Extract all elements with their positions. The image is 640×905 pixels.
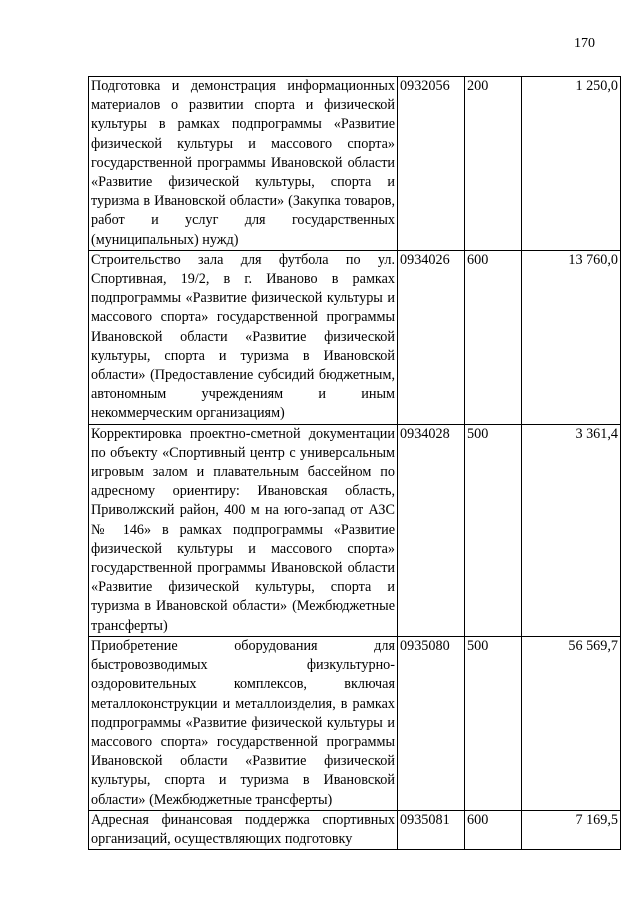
page-number: 170 <box>574 36 595 51</box>
target-code-cell: 0934028 <box>398 424 465 636</box>
description-cell <box>89 424 398 636</box>
table-row <box>89 810 621 849</box>
row-description: Адресная финансовая поддержка спортивных организаций, осуществляющих подготовку <box>91 811 395 847</box>
target-code-cell: 0934026 <box>398 250 465 424</box>
amount-cell: 3 361,4 <box>522 424 621 636</box>
table-row <box>89 250 621 424</box>
expense-type-cell: 600 <box>465 810 522 849</box>
table-row <box>89 77 621 251</box>
description-cell <box>89 250 398 424</box>
target-code-cell: 0935081 <box>398 810 465 849</box>
expense-type-cell: 500 <box>465 636 522 810</box>
expense-type-cell: 200 <box>465 77 522 251</box>
description-cell <box>89 77 398 251</box>
budget-table <box>88 76 621 850</box>
expense-type-cell: 600 <box>465 250 522 424</box>
row-description: Корректировка проектно-сметной документации по объекту «Спортивный центр с универсальным игровым залом и плавательным бассейном по адресному ориентиру: Ивановская область, Приволжский район, 400 м на юго-запад от АЗС № 146» в рамках подпрограммы «Развитие физической культуры и массового спорта» государственной программы Ивановской области «Развитие физической культуры, спорта и туризма в Ивановской области» (Межбюджетные трансферты) <box>91 425 395 634</box>
expense-type-cell: 500 <box>465 424 522 636</box>
amount-cell: 7 169,5 <box>522 810 621 849</box>
amount-cell: 56 569,7 <box>522 636 621 810</box>
row-description: Строительство зала для футбола по ул. Спортивная, 19/2, в г. Иваново в рамках подпрограммы «Развитие физической культуры и массового спорта» государственной программы Ивановской области «Развитие физической культуры, спорта и туризма в Ивановской области» (Предоставление субсидий бюджетным, автономным учреждениям и иным некоммерческим организациям) <box>91 251 395 422</box>
description-cell <box>89 636 398 810</box>
amount-cell: 1 250,0 <box>522 77 621 251</box>
row-description: Приобретение оборудования для быстровозводимых физкультурно-оздоровительных комплексов, включая металлоконструкции и металлоизделия, в рамках подпрограммы «Развитие физической культуры и массового спорта» государственной программы Ивановской области «Развитие физической культуры, спорта и туризма в Ивановской области» (Межбюджетные трансферты) <box>91 637 395 808</box>
table-row <box>89 636 621 810</box>
target-code-cell: 0935080 <box>398 636 465 810</box>
table-row <box>89 424 621 636</box>
amount-cell: 13 760,0 <box>522 250 621 424</box>
description-cell <box>89 810 398 849</box>
row-description: Подготовка и демонстрация информационных материалов о развитии спорта и физической культуры в рамках подпрограммы «Развитие физической культуры и массового спорта» государственной программы Ивановской области «Развитие физической культуры, спорта и туризма в Ивановской области» (Закупка товаров, работ и услуг для государственных (муниципальных) нужд) <box>91 78 395 248</box>
target-code-cell: 0932056 <box>398 77 465 251</box>
